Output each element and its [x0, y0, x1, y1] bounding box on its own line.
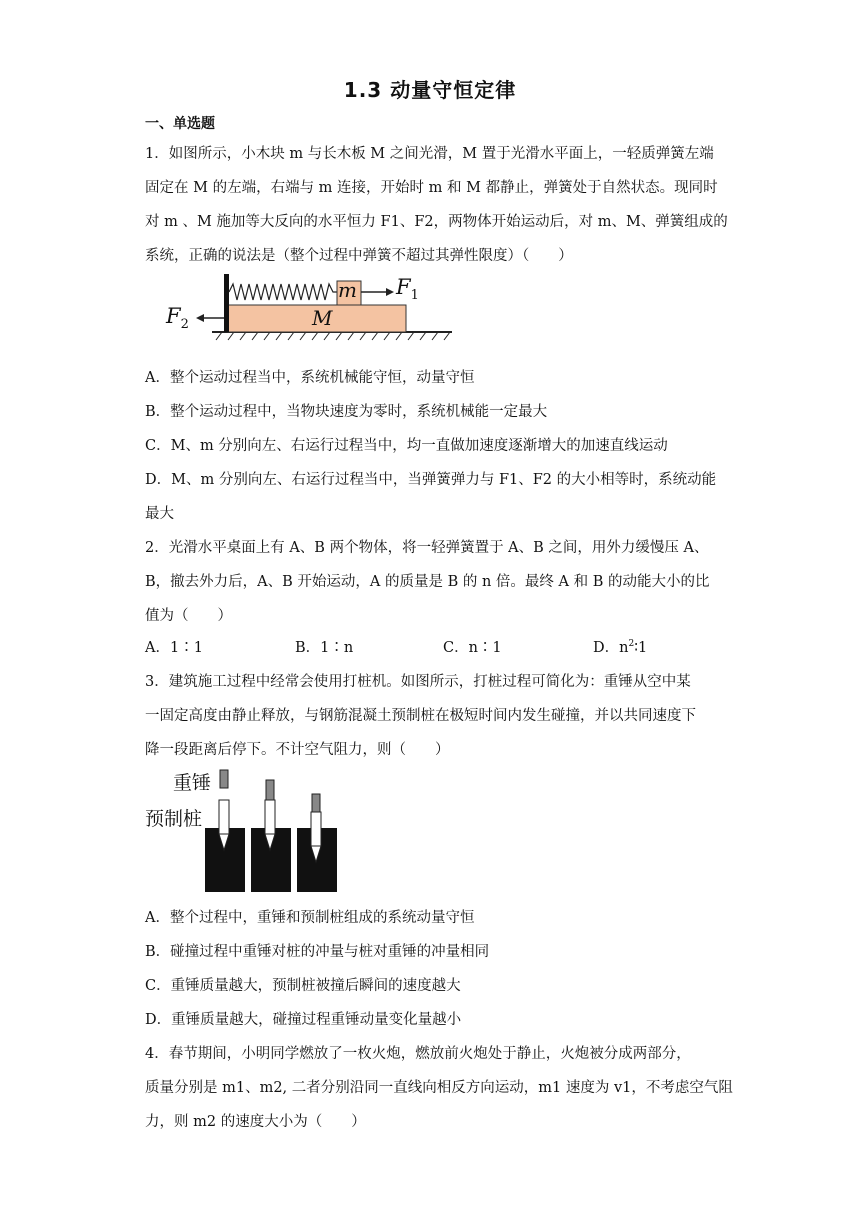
F2-letter: F [166, 304, 181, 328]
q1-option-d: D．M、m 分别向左、右运行过程当中，当弹簧弹力与 F1、F2 的大小相等时，系统动能 [145, 472, 717, 488]
q3-line-1: 3．建筑施工过程中经常会使用打桩机。如图所示，打桩过程可简化为：重锤从空中某 [145, 674, 691, 690]
q2-line-3: 值为（ ） [145, 608, 232, 624]
q1-option-b: B．整个运动过程中，当物块速度为零时，系统机械能一定最大 [145, 404, 548, 420]
q2-option-d-exp: 2 [628, 639, 635, 650]
q4-line-2: 质量分别是 m1、m2, 二者分别沿同一直线向相反方向运动，m1 速度为 v1，不考虑空气阻 [145, 1080, 733, 1096]
figure-label-pile: 预制桩 [145, 808, 203, 830]
q2-option-d-base: D．n [593, 640, 629, 656]
figure-label-F2 [166, 304, 189, 332]
q2-line-2: B，撤去外力后，A、B 开始运动，A 的质量是 B 的 n 倍。最终 A 和 B 的动能大小的比 [145, 574, 710, 590]
q1-option-c: C．M、m 分别向左、右运行过程当中，均一直做加速度逐渐增大的加速直线运动 [145, 438, 668, 454]
q3-line-3: 降一段距离后停下。不计空气阻力，则（ ） [145, 742, 450, 758]
figure-label-hammer: 重锤 [173, 772, 212, 794]
F1-sub: 1 [410, 288, 419, 304]
q3-option-b: B．碰撞过程中重锤对桩的冲量与桩对重锤的冲量相同 [145, 944, 490, 960]
q3-option-c: C．重锤质量越大，预制桩被撞后瞬间的速度越大 [145, 978, 461, 994]
figure-label-m: m [338, 278, 357, 302]
section-heading: 一、单选题 [145, 116, 215, 132]
q1-line-1: 1．如图所示，小木块 m 与长木板 M 之间光滑，M 置于光滑水平面上，一轻质弹簧左端 [145, 146, 714, 162]
q1-line-4: 系统，正确的说法是（整个过程中弹簧不超过其弹性限度）（ ） [145, 248, 573, 264]
q3-line-2: 一固定高度由静止释放，与钢筋混凝土预制桩在极短时间内发生碰撞，并以共同速度下 [145, 708, 696, 724]
figure-label-F1 [396, 275, 419, 303]
q3-option-a: A．整个过程中，重锤和预制桩组成的系统动量守恒 [145, 910, 475, 926]
q4-line-3: 力，则 m2 的速度大小为（ ） [145, 1114, 366, 1130]
q1-option-a: A．整个运动过程当中，系统机械能守恒，动量守恒 [145, 370, 475, 386]
figure-label-M: M [312, 306, 333, 330]
q1-line-3: 对 m 、M 施加等大反向的水平恒力 F1、F2，两物体开始运动后，对 m、M、弹簧组成的 [145, 214, 728, 230]
q2-option-b: B．1∶n [295, 640, 354, 656]
q2-option-d-rest: ∶1 [634, 640, 648, 656]
F2-sub: 2 [180, 317, 189, 333]
q2-line-1: 2．光滑水平桌面上有 A、B 两个物体，将一轻弹簧置于 A、B 之间，用外力缓慢压 A、 [145, 540, 709, 556]
q4-line-1: 4．春节期间，小明同学燃放了一枚火炮，燃放前火炮处于静止，火炮被分成两部分， [145, 1046, 691, 1062]
q1-figure [162, 272, 462, 344]
q1-line-2: 固定在 M 的左端，右端与 m 连接，开始时 m 和 M 都静止，弹簧处于自然状态。现同时 [145, 180, 718, 196]
q2-options [145, 636, 725, 658]
page-title: 1.3 动量守恒定律 [343, 78, 517, 102]
q3-option-d: D．重锤质量越大，碰撞过程重锤动量变化量越小 [145, 1012, 462, 1028]
q2-option-a: A．1∶1 [145, 640, 203, 656]
q2-option-c: C．n∶1 [443, 640, 502, 656]
q1-option-d-cont: 最大 [145, 506, 174, 522]
F1-letter: F [396, 275, 411, 299]
q2-option-d [593, 636, 647, 657]
q3-figure [145, 766, 345, 896]
